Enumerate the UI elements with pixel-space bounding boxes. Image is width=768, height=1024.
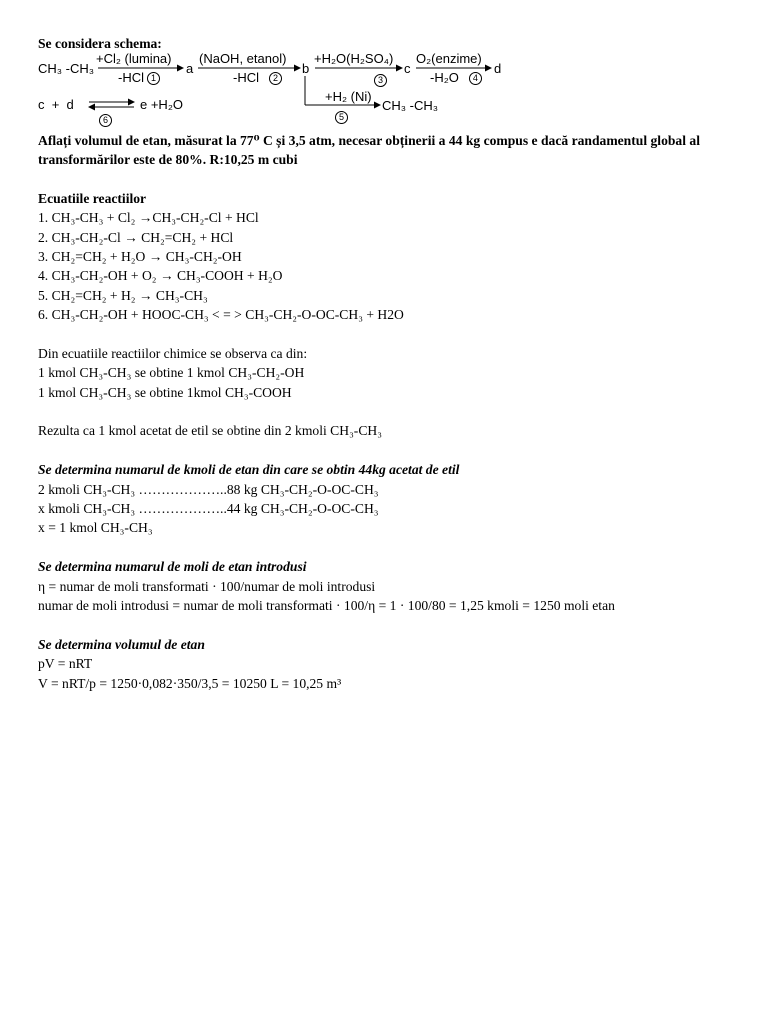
step6-reactants: c + d [38,97,74,113]
reaction-line: 2. CH₃-CH₂-Cl → CH₂=CH₂ + HCl [38,229,234,245]
step2-byproduct: -HCl 2 [233,71,282,85]
observation-intro: Din ecuatiile reactiilor chimice se observa ca din: [38,345,308,361]
step5-reagent: +H₂ (Ni) [325,89,372,105]
step1-number: 1 [147,72,160,85]
step6-number-wrap [99,112,112,127]
step1-byproduct: -HCl 1 [118,71,160,85]
observation-line: 1 kmol CH₃-CH₃ se obtine 1 kmol CH₃-CH₂-OH [38,365,305,381]
step5-product: CH₃ -CH₃ [382,98,439,114]
reactions-title: Ecuatiile reactiilor [38,190,147,206]
step4-number: 4 [469,72,482,85]
step4-byproduct: -H₂O 4 [430,71,482,85]
section-volume-title: Se determina volumul de etan [38,636,205,652]
scheme-header: Se considera schema: [38,36,162,51]
calc-line: x kmoli CH₃-CH₃ ………………..44 kg CH₃-CH₂-O-OC-CH₃ [38,501,379,517]
step4-reagent: O₂(enzime) [416,51,482,67]
document-page [38,34,738,693]
section-kmoli-title: Se determina numarul de kmoli de etan din care se obtin 44kg acetat de etil [38,462,460,478]
step6-number: 6 [99,114,112,127]
reaction-line: 4. CH₃-CH₂-OH + O₂ → CH₃-COOH + H₂O [38,268,283,284]
ethane-start: CH₃ -CH₃ [38,61,95,77]
step2-reagent: (NaOH, etanol) [199,51,287,67]
step5-number: 5 [335,111,348,124]
compound-a: a [186,61,194,77]
step3-number: 3 [374,74,387,87]
reaction-line: 1. CH₃-CH₃ + Cl₂ →CH₃-CH₂-Cl + HCl [38,210,259,226]
problem-statement: Aflați volumul de etan, măsurat la 77⁰ C și 3,5 atm, necesar obținerii a 44 kg compus e dacă randamentul global al transformărilor este de 80%. R:10,25 m cubi [38,133,700,168]
calc-line: pV = nRT [38,656,93,672]
section-moli-title: Se determina numarul de moli de etan introdusi [38,559,307,575]
step1-reagent: +Cl₂ (lumina) [96,51,172,67]
result-line: Rezulta ca 1 kmol acetat de etil se obtine din 2 kmoli CH₃-CH₃ [38,423,382,439]
calc-line: 2 kmoli CH₃-CH₃ ………………..88 kg CH₃-CH₂-O-OC-CH₃ [38,481,379,497]
observation-line: 1 kmol CH₃-CH₃ se obtine 1kmol CH₃-COOH [38,384,292,400]
step3-reagent: +H₂O(H₂SO₄) [314,51,394,67]
step2-number: 2 [269,72,282,85]
calc-line: η = numar de moli transformati · 100/numar de moli introdusi [38,578,376,594]
calc-line: numar de moli introdusi = numar de moli transformati · 100/η = 1 · 100/80 = 1,25 kmoli = 1250 moli etan [38,597,615,613]
reaction-line: 3. CH₂=CH₂ + H₂O → CH₃-CH₂-OH [38,248,242,264]
reaction-line: 6. CH₃-CH₂-OH + HOOC-CH₃ < = > CH₃-CH₂-O-OC-CH₃ + H2O [38,307,404,323]
compound-d: d [494,61,502,77]
step5-number-wrap [335,109,348,124]
reaction-line: 5. CH₂=CH₂ + H₂ → CH₃-CH₃ [38,287,208,303]
reaction-scheme [38,53,738,131]
compound-b: b [302,61,310,77]
calc-line: x = 1 kmol CH₃-CH₃ [38,520,153,536]
calc-line: V = nRT/p = 1250·0,082·350/3,5 = 10250 L = 10,25 m³ [38,675,342,691]
step3-number-wrap [374,72,387,87]
step6-products: e +H₂O [140,97,183,113]
compound-c: c [404,61,411,77]
